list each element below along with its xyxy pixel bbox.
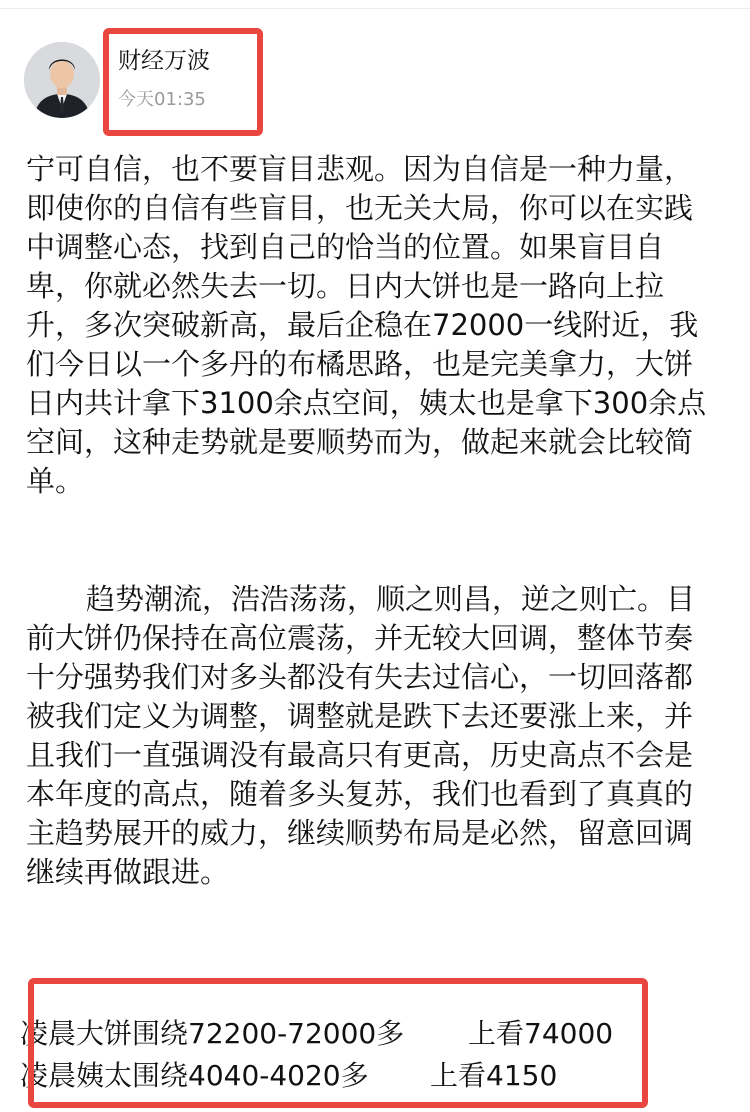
post-paragraph-2: [26, 580, 716, 892]
target-range-2: 凌晨姨太围绕4040-4020多: [20, 1059, 369, 1092]
avatar-portrait-icon: [24, 42, 100, 118]
post-paragraph-1: 宁可自信，也不要盲目悲观。因为自信是一种力量，即使你的自信有些盲目，也无关大局，你可以在实践中调整心态，找到自己的恰当的位置。如果盲目自卑，你就必然失去一切。日内大饼也是一路向上拉升，多次突破新高，最后企稳在72000一线附近，我们今日以一个多丹的布橘思路，也是完美拿力，大饼日内共计拿下3100余点空间，姨太也是拿下300余点空间，这种走势就是要顺势而为，做起来就会比较简单。: [26, 152, 707, 498]
author-name[interactable]: 财经万波: [118, 48, 210, 74]
author-highlight-box: [103, 28, 263, 136]
target-view-1: 上看74000: [468, 1017, 614, 1050]
top-divider: [0, 0, 750, 9]
post-time: 今天01:35: [118, 89, 206, 110]
post-paragraph-2-text: 趋势潮流，浩浩荡荡，顺之则昌，逆之则亡。目前大饼仍保持在高位震荡，并无较大回调，整体节奏十分强势我们对多头都没有失去过信心，一切回落都被我们定义为调整，调整就是跌下去还要涨上来，并且我们一直强调没有最高只有更高，历史高点不会是本年度的高点，随着多头复苏，我们也看到了真真的主趋势展开的威力，继续顺势布局是必然，留意回调继续再做跟进。: [26, 582, 696, 889]
target-range-1: 凌晨大饼围绕72200-72000多: [20, 1017, 405, 1050]
avatar[interactable]: [24, 42, 100, 118]
targets-highlight-box: [28, 978, 648, 1108]
target-view-2: 上看4150: [430, 1059, 558, 1092]
